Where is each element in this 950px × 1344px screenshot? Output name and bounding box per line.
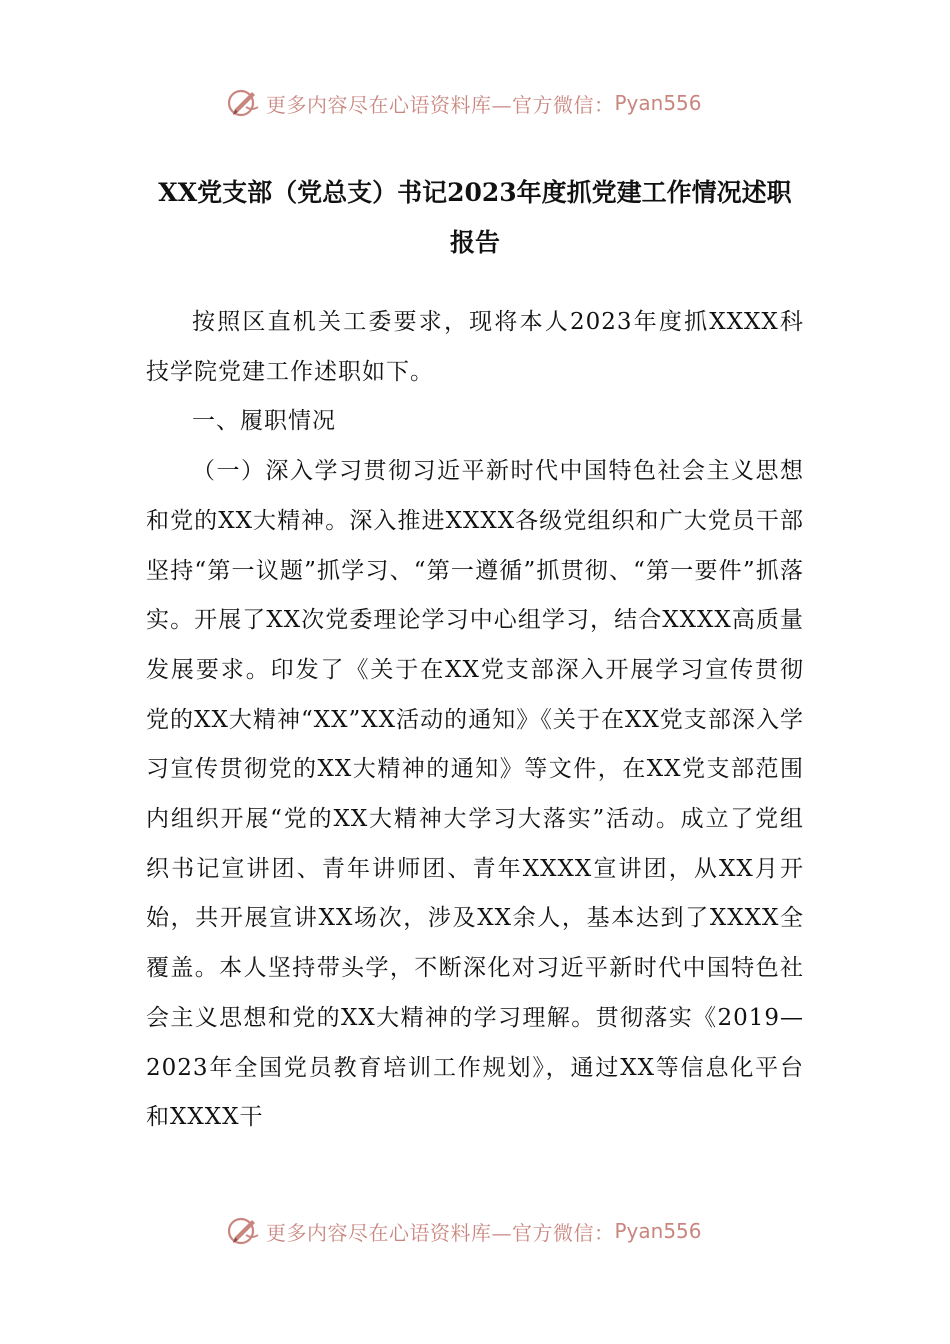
pen-logo-icon — [226, 85, 262, 121]
watermark-wechat-id: Pyan556 — [614, 91, 702, 115]
paragraph-intro: 按照区直机关工委要求，现将本人2023年度抓XXXX科技学院党建工作述职如下。 — [146, 309, 804, 385]
watermark-wechat-id: Pyan556 — [614, 1219, 702, 1243]
paragraph-section-1: （一）深入学习贯彻习近平新时代中国特色社会主义思想和党的XX大精神。深入推进XXXX各级党组织和广大党员干部坚持“第一议题”抓学习、“第一遵循”抓贯彻、“第一要件”抓落实。开展了XX次党委理论学习中心组学习，结合XXXX高质量发展要求。印发了《关于在XX党支部深入开展学习宣传贯彻党的XX大精神“XX”XX活动的通知》《关于在XX党支部深入学习宣传贯彻党的XX大精神的通知》等文件，在XX党支部范围内组织开展“党的XX大精神大学习大落实”活动。成立了党组织书记宣讲团、青年讲师团、青年XXXX宣讲团，从XX月开始，共开展宣讲XX场次，涉及XX余人，基本达到了XXXX全覆盖。本人坚持带头学，不断深化对习近平新时代中国特色社会主义思想和党的XX大精神的学习理解。贯彻落实《2019—2023年全国党员教育培训工作规划》，通过XX等信息化平台和XXXX干 — [146, 458, 804, 1131]
document-title: XX党支部（党总支）书记2023年度抓党建工作情况述职报告 — [158, 178, 792, 257]
section-heading: 一、履职情况 — [192, 408, 336, 435]
document-body — [146, 298, 804, 1143]
watermark-footer — [226, 1211, 746, 1251]
watermark-text: 更多内容尽在心语资料库—官方微信： — [266, 92, 615, 117]
watermark-text: 更多内容尽在心语资料库—官方微信： — [266, 1220, 615, 1245]
watermark-header — [226, 83, 746, 123]
pen-logo-icon — [226, 1213, 262, 1249]
